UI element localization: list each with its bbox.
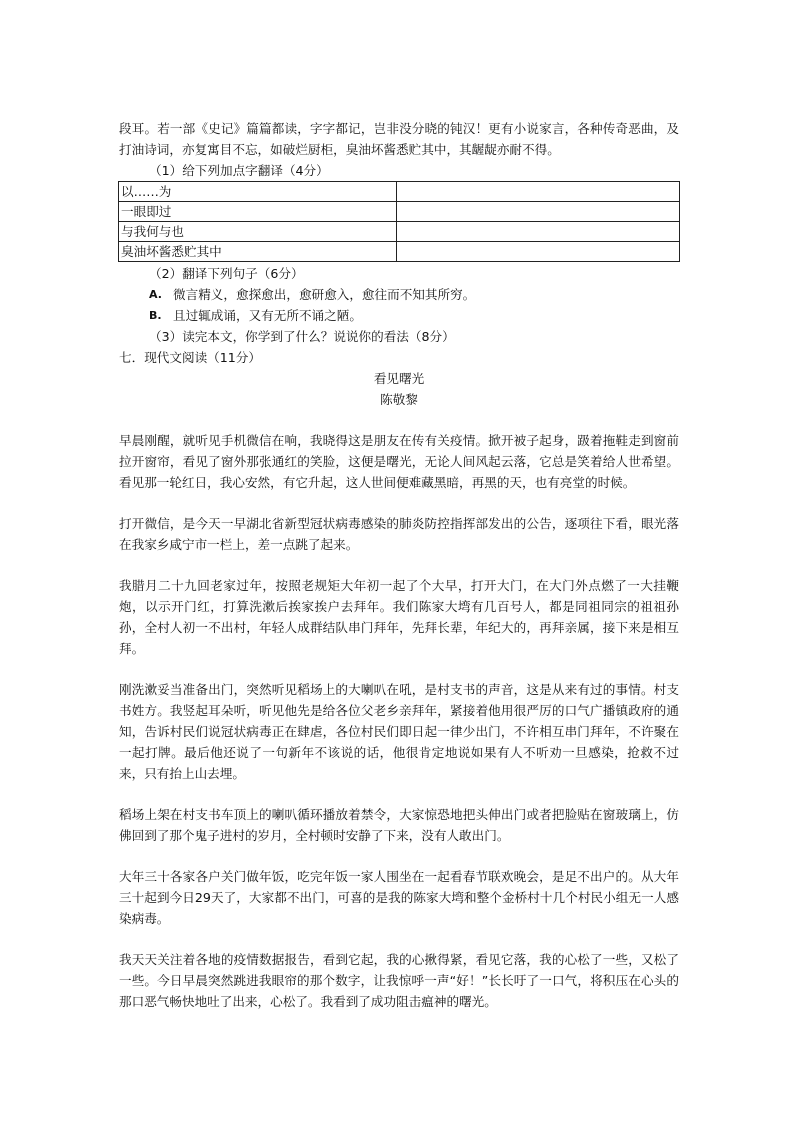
article-paragraph: 早晨刚醒，就听见手机微信在响，我晓得这是朋友在传有关疫情。掀开被子起身，趿着拖鞋走到窗前拉开窗帘，看见了窗外那张通红的笑脸，这便是曙光，无论人间风起云落，它总是笑着给人世希望。看见那一轮红日，我心安然，有它升起，这人世间便难藏黑暗，再黑的天，也有亮堂的时候。 <box>119 433 679 490</box>
translation-table <box>118 181 680 262</box>
article-paragraph: 刚洗漱妥当准备出门，突然听见稻场上的大喇叭在吼，是村支书的声音，这是从来有过的事情。村支书姓方。我竖起耳朵听，听见他先是给各位父老乡亲拜年，紧接着他用很严厉的口气广播镇政府的通知，告诉村民们说冠状病毒正在肆虐，各位村民们即日起一律少出门，不许相互串门拜年，不许聚在一起打牌。最后他还说了一句新年不该说的话，他很肯定地说如果有人不听劝一旦感染，抢救不过来，只有抬上山去埋。 <box>119 682 679 781</box>
q2-prompt: （2）翻译下列句子（6分） <box>149 266 304 281</box>
table-row <box>119 242 680 262</box>
item-text: 且过辄成诵，又有无所不诵之陋。 <box>173 308 362 323</box>
q1-prompt: （1）给下列加点字翻译（4分） <box>149 163 329 178</box>
phrase-cell: 与我何与也 <box>119 222 397 242</box>
article-author: 陈敬黎 <box>380 392 418 407</box>
article-paragraph: 大年三十各家各户关门做年饭，吃完年饭一家人围坐在一起看春节联欢晚会，是足不出户的。从大年三十起到今日29天了，大家都不出门，可喜的是我的陈家大塆和整个金桥村十几个村民小组无一人感染病毒。 <box>119 869 679 926</box>
q3-prompt: （3）读完本文，你学到了什么？说说你的看法（8分） <box>149 329 455 344</box>
page-content <box>119 118 679 1012</box>
phrase-cell: 臭油坏酱悉贮其中 <box>119 242 397 262</box>
section-heading: 七．现代文阅读（11分） <box>119 350 261 365</box>
phrase-cell: 以……为 <box>119 182 397 202</box>
answer-cell[interactable] <box>397 242 680 262</box>
q2-item-b <box>119 305 679 326</box>
item-label: A. <box>149 288 162 301</box>
passage-intro: 段耳。若一部《史记》篇篇都读，字字都记，岂非没分晓的钝汉！更有小说家言，各种传奇恶曲，及打油诗词，亦复寓目不忘，如破烂厨柜，臭油坏酱悉贮其中，其龌龊亦耐不得。 <box>119 121 679 157</box>
article-paragraph: 我天天关注着各地的疫情数据报告，看到它起，我的心揪得紧，看见它落，我的心松了一些，又松了一些。今日早晨突然跳进我眼帘的那个数字，让我惊呼一声“好！”长长吁了一口气，将积压在心头的那口恶气畅快地吐了出来，心松了。我看到了成功阻击瘟神的曙光。 <box>119 952 679 1009</box>
item-text: 微言精义，愈探愈出，愈研愈入，愈往而不知其所穷。 <box>173 287 476 302</box>
answer-cell[interactable] <box>397 202 680 222</box>
article-paragraph: 打开微信，是今天一早湖北省新型冠状病毒感染的肺炎防控指挥部发出的公告，逐项往下看，眼光落在我家乡咸宁市一栏上，差一点跳了起来。 <box>119 516 679 552</box>
table-row <box>119 202 680 222</box>
answer-cell[interactable] <box>397 182 680 202</box>
item-label: B. <box>149 309 162 322</box>
article-title: 看见曙光 <box>373 371 425 386</box>
table-row <box>119 182 680 202</box>
article-paragraph: 稻场上架在村支书车顶上的喇叭循环播放着禁令，大家惊恐地把头伸出门或者把脸贴在窗玻璃上，仿佛回到了那个鬼子进村的岁月，全村顿时安静了下来，没有人敢出门。 <box>119 807 679 843</box>
table-row <box>119 222 680 242</box>
article-paragraph: 我腊月二十九回老家过年，按照老规矩大年初一起了个大早，打开大门，在大门外点燃了一大挂鞭炮，以示开门红，打算洗漱后挨家挨户去拜年。我们陈家大塆有几百号人，都是同祖同宗的祖祖孙孙，全村人初一不出村，年轻人成群结队串门拜年，先拜长辈，年纪大的，再拜亲属，接下来是相互拜。 <box>119 578 679 656</box>
phrase-cell: 一眼即过 <box>119 202 397 222</box>
answer-cell[interactable] <box>397 222 680 242</box>
q2-item-a <box>119 284 679 305</box>
